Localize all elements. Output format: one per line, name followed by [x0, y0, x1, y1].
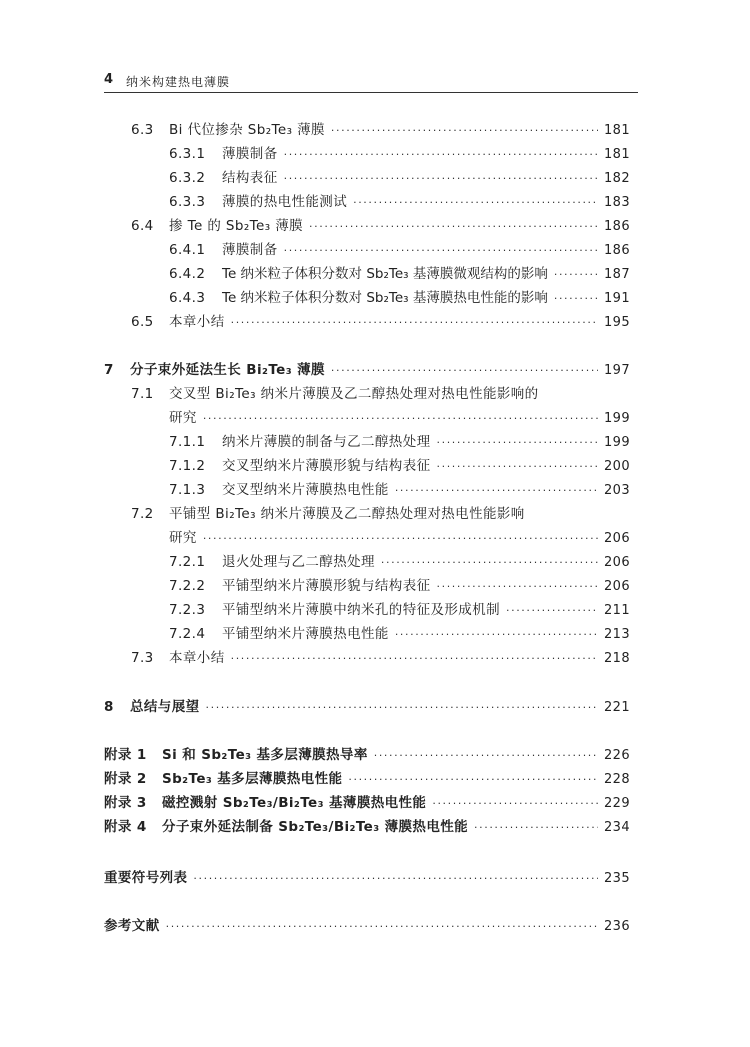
dot-leader	[395, 484, 598, 497]
dot-leader	[309, 220, 598, 233]
toc-entry-number: 6.3	[131, 122, 154, 138]
dot-leader	[203, 532, 598, 545]
toc-entry-page: 197	[603, 363, 630, 378]
toc-entry-title: 研究	[169, 410, 197, 426]
toc-entry[interactable]	[131, 118, 630, 140]
toc-entry-page: 206	[603, 531, 630, 546]
toc-entry-page: 206	[603, 579, 630, 594]
toc-entry-page: 183	[603, 195, 630, 210]
dot-leader	[284, 172, 598, 185]
toc-entry-title: 平铺型纳米片薄膜中纳米孔的特征及形成机制	[222, 602, 500, 618]
toc-entry-number: 附录 2	[104, 771, 147, 787]
toc-entry-number: 7.2.2	[169, 578, 206, 594]
toc-entry-title: 平铺型纳米片薄膜形貌与结构表征	[222, 578, 431, 594]
toc-entry-title: 退火处理与乙二醇热处理	[222, 554, 375, 570]
dot-leader	[166, 920, 598, 933]
toc-entry[interactable]	[169, 262, 630, 284]
dot-leader	[348, 773, 598, 786]
toc-entry-title: 纳米片薄膜的制备与乙二醇热处理	[222, 434, 431, 450]
toc-entry[interactable]	[169, 406, 630, 428]
toc-entry-page: 221	[603, 700, 630, 715]
toc-entry-title: 平铺型 Bi₂Te₃ 纳米片薄膜及乙二醇热处理对热电性能影响	[169, 506, 525, 522]
toc-entry[interactable]	[169, 550, 630, 572]
toc-entry-number: 8	[104, 699, 114, 715]
dot-leader	[437, 460, 598, 473]
dot-leader	[206, 701, 598, 714]
toc-entry[interactable]	[131, 214, 630, 236]
toc-entry[interactable]	[169, 598, 630, 620]
toc-entry-page: 200	[603, 459, 630, 474]
dot-leader	[284, 148, 598, 161]
toc-entry-number: 7.2.1	[169, 554, 206, 570]
dot-leader	[395, 628, 598, 641]
toc-entry-title: 本章小结	[169, 650, 225, 666]
dot-leader	[231, 652, 598, 665]
toc-entry-title: 研究	[169, 530, 197, 546]
toc-entry-title: 参考文献	[104, 918, 160, 934]
toc-entry-chapter[interactable]	[104, 358, 630, 380]
dot-leader	[437, 580, 598, 593]
dot-leader	[554, 268, 598, 281]
dot-leader	[437, 436, 598, 449]
toc-entry-page: 199	[603, 411, 630, 426]
toc-entry-page: 187	[603, 267, 630, 282]
toc-entry-title: 交叉型纳米片薄膜形貌与结构表征	[222, 458, 431, 474]
toc-entry-number: 7.2.4	[169, 626, 206, 642]
toc-entry-page: 211	[603, 603, 630, 618]
toc-entry[interactable]	[131, 502, 630, 524]
toc-entry-number: 6.4.3	[169, 290, 206, 306]
toc-entry-title: Bi 代位掺杂 Sb₂Te₃ 薄膜	[169, 122, 325, 138]
toc-entry-page: 181	[603, 123, 630, 138]
toc-entry-page: 213	[603, 627, 630, 642]
toc-entry-number: 7.3	[131, 650, 154, 666]
toc-entry-number: 附录 4	[104, 819, 147, 835]
toc-entry[interactable]	[131, 382, 630, 404]
toc-entry-page: 181	[603, 147, 630, 162]
toc-entry-page: 236	[603, 919, 630, 934]
toc-entry-title: 交叉型 Bi₂Te₃ 纳米片薄膜及乙二醇热处理对热电性能影响的	[169, 386, 539, 402]
toc-entry[interactable]	[169, 526, 630, 548]
toc-entry[interactable]	[169, 190, 630, 212]
toc-entry-title: Te 纳米粒子体积分数对 Sb₂Te₃ 基薄膜微观结构的影响	[222, 266, 548, 282]
toc-entry-page: 206	[603, 555, 630, 570]
toc-entry-title: Si 和 Sb₂Te₃ 基多层薄膜热导率	[162, 747, 368, 763]
toc-entry-number: 7.2.3	[169, 602, 206, 618]
toc-entry-number: 7.1.3	[169, 482, 206, 498]
toc-entry[interactable]	[169, 622, 630, 644]
toc-entry-number: 7.1.2	[169, 458, 206, 474]
toc-entry-page: 203	[603, 483, 630, 498]
dot-leader	[432, 797, 598, 810]
toc-entry-appendix[interactable]	[104, 743, 630, 765]
toc-entry-title: 分子束外延法制备 Sb₂Te₃/Bi₂Te₃ 薄膜热电性能	[162, 819, 469, 835]
toc-entry-number: 7.1	[131, 386, 154, 402]
toc-entry-title: 结构表征	[222, 170, 278, 186]
toc-entry[interactable]	[169, 430, 630, 452]
toc-entry[interactable]	[169, 142, 630, 164]
toc-entry-title: 薄膜的热电性能测试	[222, 194, 348, 210]
toc-entry-number: 6.4.2	[169, 266, 206, 282]
toc-entry-number: 7	[104, 362, 114, 378]
header-title: 纳米构建热电薄膜	[126, 75, 231, 89]
toc-entry-title: 磁控溅射 Sb₂Te₃/Bi₂Te₃ 基薄膜热电性能	[162, 795, 427, 811]
toc-entry-title: 薄膜制备	[222, 242, 278, 258]
toc-entry-page: 186	[603, 219, 630, 234]
toc-entry-page: 234	[603, 820, 630, 835]
dot-leader	[554, 292, 598, 305]
toc-entry-number: 6.4	[131, 218, 154, 234]
dot-leader	[331, 124, 598, 137]
dot-leader	[193, 872, 598, 885]
toc-entry-title: 薄膜制备	[222, 146, 278, 162]
toc-entry[interactable]	[169, 286, 630, 308]
toc-entry-number: 6.3.3	[169, 194, 206, 210]
toc-entry-number: 6.3.1	[169, 146, 206, 162]
toc-entry[interactable]	[169, 454, 630, 476]
toc-entry[interactable]	[131, 310, 630, 332]
toc-entry[interactable]	[169, 574, 630, 596]
dot-leader	[203, 412, 598, 425]
dot-leader	[381, 556, 598, 569]
toc-entry-number: 附录 1	[104, 747, 147, 763]
toc-entry-appendix[interactable]	[104, 815, 630, 837]
toc-entry-page: 191	[603, 291, 630, 306]
dot-leader	[374, 749, 598, 762]
toc-entry-title: 交叉型纳米片薄膜热电性能	[222, 482, 389, 498]
toc-entry-symbols[interactable]	[104, 866, 630, 888]
toc-entry-number: 6.4.1	[169, 242, 206, 258]
toc-entry-page: 218	[603, 651, 630, 666]
toc-entry[interactable]	[169, 478, 630, 500]
toc-entry-number: 7.2	[131, 506, 154, 522]
running-header	[104, 70, 638, 93]
toc-entry-page: 186	[603, 243, 630, 258]
dot-leader	[284, 244, 598, 257]
header-page-number: 4	[104, 72, 114, 87]
dot-leader	[474, 821, 598, 834]
toc-entry-number: 附录 3	[104, 795, 147, 811]
dot-leader	[506, 604, 598, 617]
toc-entry-page: 182	[603, 171, 630, 186]
dot-leader	[331, 364, 598, 377]
toc-entry-chapter[interactable]	[104, 695, 630, 717]
toc-entry-page: 199	[603, 435, 630, 450]
toc-entry[interactable]	[169, 238, 630, 260]
toc-entry-page: 229	[603, 796, 630, 811]
toc-entry-page: 226	[603, 748, 630, 763]
toc-entry-references[interactable]	[104, 914, 630, 936]
toc-entry-number: 6.3.2	[169, 170, 206, 186]
toc-entry-title: 平铺型纳米片薄膜热电性能	[222, 626, 389, 642]
toc-entry-number: 7.1.1	[169, 434, 206, 450]
toc-entry-title: 分子束外延法生长 Bi₂Te₃ 薄膜	[130, 362, 325, 378]
toc-entry-title: Te 纳米粒子体积分数对 Sb₂Te₃ 基薄膜热电性能的影响	[222, 290, 548, 306]
toc-entry-page: 228	[603, 772, 630, 787]
toc-entry-title: 本章小结	[169, 314, 225, 330]
toc-entry-page: 195	[603, 315, 630, 330]
dot-leader	[353, 196, 598, 209]
toc-entry-appendix[interactable]	[104, 767, 630, 789]
toc-entry-title: 总结与展望	[130, 699, 200, 715]
dot-leader	[231, 316, 598, 329]
toc-entry[interactable]	[131, 646, 630, 668]
toc-entry-page: 235	[603, 871, 630, 886]
toc-entry[interactable]	[169, 166, 630, 188]
toc-entry-title: 重要符号列表	[104, 870, 188, 886]
toc-entry-title: 掺 Te 的 Sb₂Te₃ 薄膜	[169, 218, 304, 234]
toc-entry-appendix[interactable]	[104, 791, 630, 813]
toc-entry-title: Sb₂Te₃ 基多层薄膜热电性能	[162, 771, 343, 787]
toc-entry-number: 6.5	[131, 314, 154, 330]
